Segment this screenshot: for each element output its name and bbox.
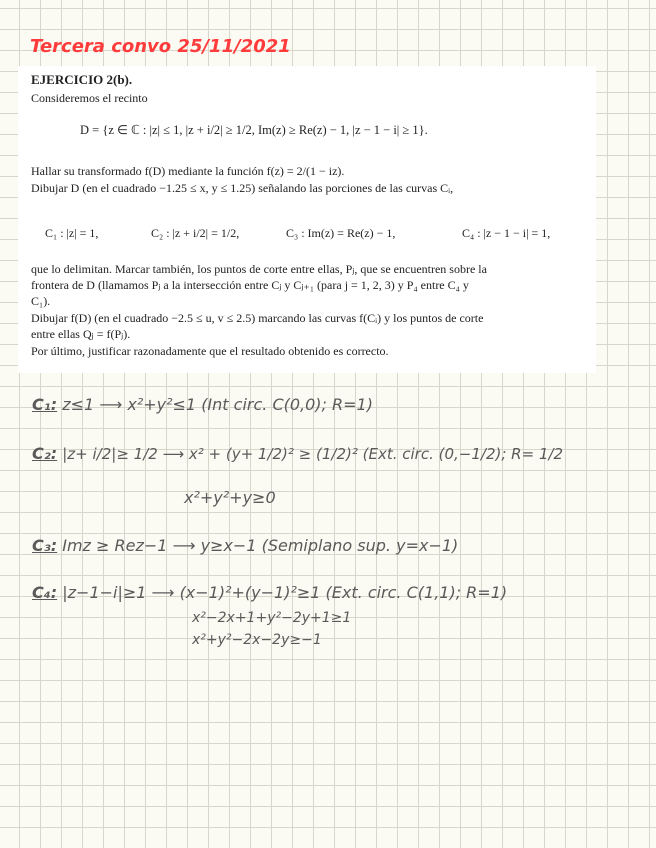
note-c4-text: |z−1−i|≥1 ⟶ (x−1)²+(y−1)²≥1 (Ext. circ. C(1,1); R=1)	[62, 583, 508, 602]
transform-line: Hallar su transformado f(D) mediante la función f(z) = 2/(1 − iz).	[31, 164, 345, 178]
note-c4-step2-text: x²+y²−2x−2y≥−1	[192, 632, 322, 648]
para2-line-4: Dibujar f(D) (en el cuadrado −2.5 ≤ u, v ≤ 2.5) marcando las curvas f(Cᵢ) y los puntos de corte	[31, 311, 484, 325]
curve-c4: C₄ : |z − 1 − i| = 1,	[462, 226, 551, 240]
note-c2-text: |z+ i/2|≥ 1/2 ⟶ x² + (y+ 1/2)² ≥ (1/2)² (Ext. circ. (0,−1/2); R= 1/2	[62, 445, 564, 463]
curve-c1: C₁ : |z| = 1,	[45, 226, 99, 240]
para2-line-1: que lo delimitan. Marcar también, los puntos de corte entre ellas, Pⱼ, que se encuentren sobre la	[31, 262, 487, 276]
note-c3-text: Imz ≥ Rez−1 ⟶ y≥x−1 (Semiplano sup. y=x−1)	[62, 536, 459, 555]
page-title: Tercera convo 25/11/2021	[30, 36, 291, 57]
curve-c3: C₃ : Im(z) = Re(z) − 1,	[286, 226, 396, 240]
para2-line-2: frontera de D (llamamos Pⱼ a la intersección entre Cⱼ y Cⱼ₊₁ (para j = 1, 2, 3) y P₄ entre C₄ y	[31, 278, 469, 292]
domain-formula: D = {z ∈ ℂ : |z| ≤ 1, |z + i/2| ≥ 1/2, Im(z) ≥ Re(z) − 1, |z − 1 − i| ≥ 1}.	[80, 123, 428, 137]
note-c4-step1-text: x²−2x+1+y²−2y+1≥1	[192, 610, 352, 626]
note-c1-label: C₁:	[32, 395, 58, 414]
para2-line-6: Por último, justificar razonadamente que el resultado obtenido es correcto.	[31, 344, 389, 358]
note-c3-label: C₃:	[32, 536, 58, 555]
note-c4-label: C₄:	[32, 583, 58, 602]
note-c1	[32, 395, 373, 414]
note-c2	[32, 444, 563, 463]
note-c3	[32, 536, 458, 555]
intro-line: Consideremos el recinto	[31, 91, 148, 105]
note-c2-label: C₂:	[32, 444, 58, 463]
para2-line-3: C₁).	[31, 294, 51, 308]
note-c2-expanded	[184, 488, 276, 507]
curve-c2: C₂ : |z + i/2| = 1/2,	[151, 226, 240, 240]
note-c4	[32, 583, 507, 602]
para2-line-5: entre ellas Qⱼ = f(Pⱼ).	[31, 327, 131, 341]
note-c4-step2	[192, 632, 322, 648]
draw-d-line: Dibujar D (en el cuadrado −1.25 ≤ x, y ≤ 1.25) señalando las porciones de las curvas Cᵢ,	[31, 181, 454, 195]
note-c1-text: z≤1 ⟶ x²+y²≤1 (Int circ. C(0,0); R=1)	[62, 395, 373, 414]
problem-statement	[18, 66, 596, 373]
note-c2-expanded-text: x²+y²+y≥0	[184, 488, 276, 507]
exercise-heading: EJERCICIO 2(b).	[31, 72, 133, 87]
note-c4-step1	[192, 610, 351, 626]
